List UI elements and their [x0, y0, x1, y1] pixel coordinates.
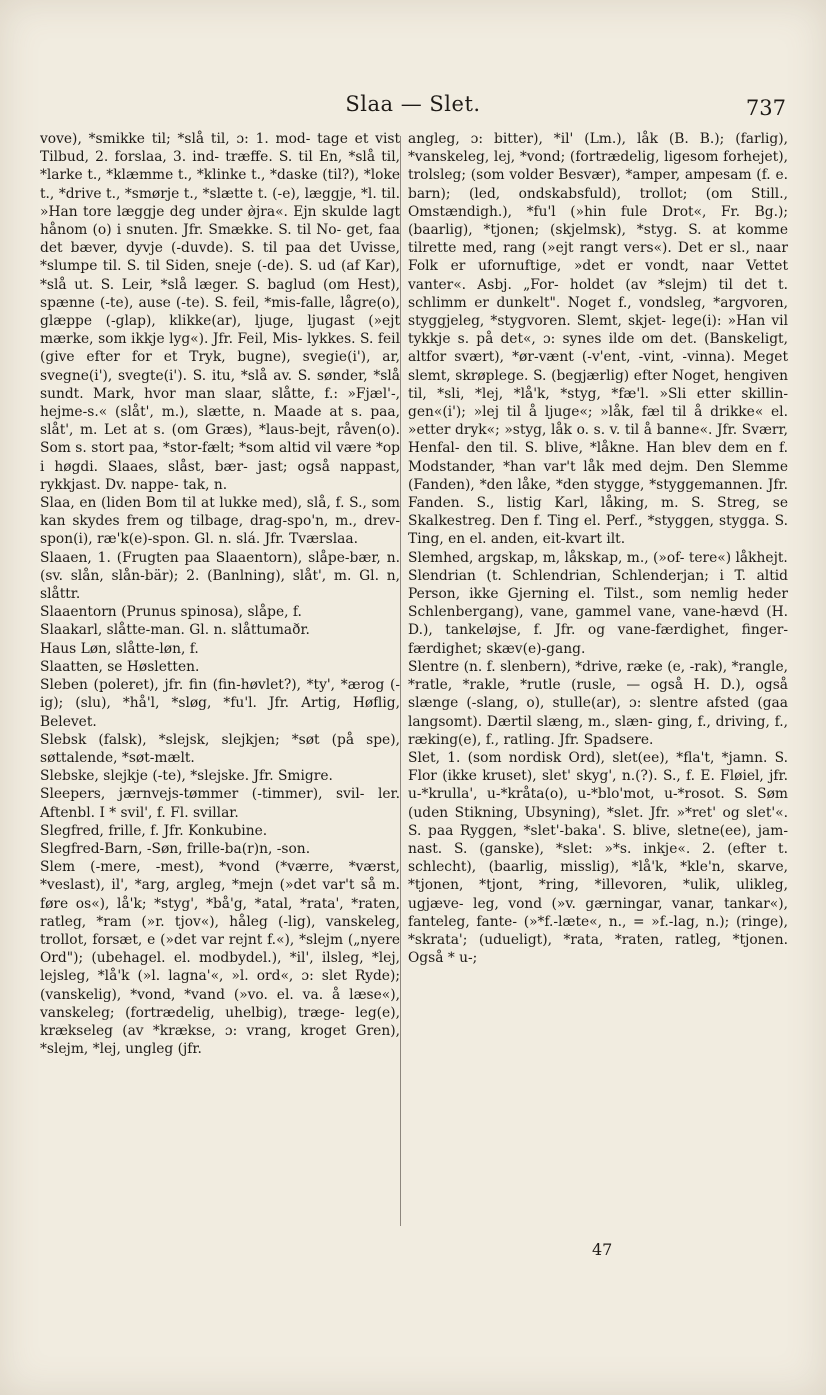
dictionary-entry: Haus Løn, slåtte-løn, f.	[40, 640, 199, 657]
dictionary-entry: Slentre (n. f. slenbern), *drive, ræke (e, -rak), *rangle, *ratle, *rakle, *rutle (rusle, — også H. D.), også slænge (-slang, o), stulle(ar), ɔ: slentre afsted (gaa langsomt). Dærtil slæng, m., slæn- ging, f., driving, f., ræking(e), f., ratling. Jfr. Spadsere.	[408, 658, 788, 748]
dictionary-entry: Slet, 1. (som nordisk Ord), slet(ee), *fla't, *jamn. S. Flor (ikke kruset), slet' skyg', n.(?). S., f. E. Fløiel, jfr. u-*krulla', u-*kråta(o), u-*blo'mot, u-*rosot. S. Søm (uden Stikning, Ubsyning), *slet. Jfr. »*ret' og slet'«. S. paa Ryggen, *slet'-baka'. S. blive, sletne(ee), jam- nast. S. (ganske), *slet: »*s. inkje«. 2. (efter t. schlecht), (baarlig, misslig), *lå'k, *kle'n, skarve, *tjonen, *tjont, *ring, *illevoren, *ulik, ulikleg, ugjæve- leg, vond (»v. gærningar, vanar, tankar«), fanteleg, fante- (»*f.-læte«, n., = »f.-lag, n.); (ringe), *skrata'; (udueligt), *rata, *raten, ratleg, *tjonen. Også * u-;	[408, 749, 788, 967]
dictionary-entry: Slemhed, argskap, m, låkskap, m., (»of- tere«) låkhejt.	[408, 549, 788, 566]
page-number: 737	[745, 96, 786, 120]
dictionary-entry: Slegfred-Barn, -Søn, frille-ba(r)n, -son.	[40, 840, 311, 857]
dictionary-entry: Slaaentorn (Prunus spinosa), slåpe, f.	[40, 604, 302, 621]
signature-mark: 47	[592, 1240, 613, 1259]
dictionary-entry: angleg, ɔ: bitter), *il' (Lm.), låk (B. B.); (farlig), *vanskeleg, lej, *vond; (fortrædelig, ligesom forhejet), trolsleg; (som volder Besvær), *amper, ampesam (f. e. barn); (led, ondskabsfuld), trollot; (om Still., Omstændigh.), *fu'l (»hin fule Drot«, Fr. Bg.); (baarlig), *tjonen; (skjelmsk), *styg. S. at komme tilrette med, rang (»ejt rangt vers«). Det er sl., naar Folk er ufornuftige, »det er vondt, naar Vettet vanter«. Asbj. „For- holdet (av *slejm) til det t. schlimm er dunkelt". Noget f., vondsleg, *argvoren, styggjeleg, *stygvoren. Slemt, skjet- lege(i): »Han vil tykkje s. på det«, ɔ: synes ilde om det. (Banskeligt, altfor svært), *ør-vænt (-v'ent, -vint, -vinna). Meget slemt, skrøplege. S. (begjærlig) efter Noget, hengiven til, *sli, *lej, *lå'k, *styg, *fæ'l. »Sli etter skillin- gen«(i'); »lej til å ljuge«; »låk, fæl til å drikke« el. »etter dryk«; »styg, låk o. s. v. til å banne«. Jfr. Sværr, Henfal- den til. S. blive, *låkne. Han blev dem en f. Modstander, *han var't låk med dejm. Den Slemme (Fanden), *den låke, *den stygge, *styggemannen. Jfr. Fanden. S., listig Karl, låking, m. S. Streg, se Skalkestreg. Den f. Ting el. Perf., *styggen, stygga. S. Ting, en el. anden, eit-kvart ilt.	[408, 131, 788, 548]
dictionary-entry: Slegfred, frille, f. Jfr. Konkubine.	[40, 822, 268, 839]
dictionary-entry: Slaakarl, slåtte-man. Gl. n. slåttumaðr.	[40, 622, 310, 639]
dictionary-entry: Sleben (poleret), jfr. fin (fin-høvlet?), *ty', *ærog (-ig); (slu), *hå'l, *sløg, *fu'l. Jfr. Artig, Høflig, Belevet.	[40, 677, 400, 730]
dictionary-entry: Slaatten, se Høsletten.	[40, 658, 200, 675]
dictionary-entry: Slebske, slejkje (-te), *slejske. Jfr. Smigre.	[40, 768, 333, 785]
dictionary-entry: Slebsk (falsk), *slejsk, slejkjen; *søt (på spe), søttalende, *søt-mælt.	[40, 731, 400, 766]
dictionary-entry: Slaaen, 1. (Frugten paa Slaaentorn), slåpe-bær, n. (sv. slån, slån-bär); 2. (Banlning), slåt', m. Gl. n, slåttr.	[40, 549, 400, 603]
dictionary-entry: vove), *smikke til; *slå til, ɔ: 1. mod- tage et vist Tilbud, 2. forslaa, 3. ind- træffe. S. til En, *slå til, *larke t., *klæmme t., *klinke t., *daske (til?), *loke t., *drive t., *smørje t., *slætte t. (-e), læggje, *l. til. »Han tore læggje deg under ø̀jra«. Ejn skulde lagt hånom (o) i snuten. Jfr. Smække. S. til No- get, faa det bæver, dyvje (-duvde). S. til paa det Uvisse, *slumpe til. S. til Siden, sneje (-de). S. ud (af Kar), *slå ut. S. Leir, *slå læger. S. baglud (om Hest), spænne (-te), ause (-te). S. feil, *mis-falle, lågre(o), glæppe (-glap), klikke(ar), ljuge, ljugast (»ejt mærke, som ikkje lyg«). Jfr. Feil, Mis- lykkes. S. feil (give efter for et Tryk, bugne), svegie(i'), ar, svegne(i'), svegte(i'). S. itu, *slå av. S. sønder, *slå sundt. Mark, hvor man slaar, slåtte, f.: »Fjæl'-, hejme-s.« (slåt', m.), slætte, n. Maade at s. paa, slåt', m. Let at s. (om Græs), *laus-bejt, råven(o). Som s. stort paa, *stor-fælt; *som altid vil være *op i høgdi. Slaaes, slåst, bær- jast; også nappast, rykkjast. Dv. nappe- tak, n.	[40, 131, 400, 493]
left-column	[40, 130, 400, 1058]
page-header-title: Slaa — Slet.	[345, 92, 481, 116]
dictionary-entry: Slendrian (t. Schlendrian, Schlenderjan; i T. altid Person, ikke Gjerning el. Tilst., som nemlig heder Schlenbergang), vane, gammel vane, vane-hævd (H. D.), tankeløjse, f. Jfr. og vane-færdighet, finger-færdighet; skæv(e)-gang.	[408, 567, 788, 657]
dictionary-entry: Slem (-mere, -mest), *vond (*værre, *værst, *veslast), il', *arg, argleg, *mejn (»det var't så m. føre os«), lå'k; *styg', *bå'g, *atal, *rata', *raten, ratleg, *ram (»r. tjov«), håleg (-lig), vanskeleg, trollot, forsæt, e (»det var rejnt f.«), *slejm („nyere Ord"); (ubehagel. el. modbydel.), *il', ilsleg, *lej, lejsleg, *lå'k (»l. lagna'«, »l. ord«, ɔ: slet Ryde); (vanskelig), *vond, *vand (»vo. el. va. å læse«), vanskeleg; (fortrædelig, uhelbig), træge- leg(e), krækseleg (av *krækse, ɔ: vrang, kroget Gren), *slejm, *lej, ungleg (jfr.	[40, 859, 400, 1058]
dictionary-entry: Sleepers, jærnvejs-tømmer (-timmer), svil- ler. Aftenbl. I * svil', f. Fl. svillar.	[40, 786, 400, 821]
dictionary-entry: Slaa, en (liden Bom til at lukke med), slå, f. S., som kan skydes frem og tilbage, drag-spo'n, m., drev-spon(i), ræ'k(e)-spon. Gl. n. slá. Jfr. Tværslaa.	[40, 495, 400, 548]
right-column	[408, 130, 788, 967]
column-divider	[400, 136, 401, 1226]
